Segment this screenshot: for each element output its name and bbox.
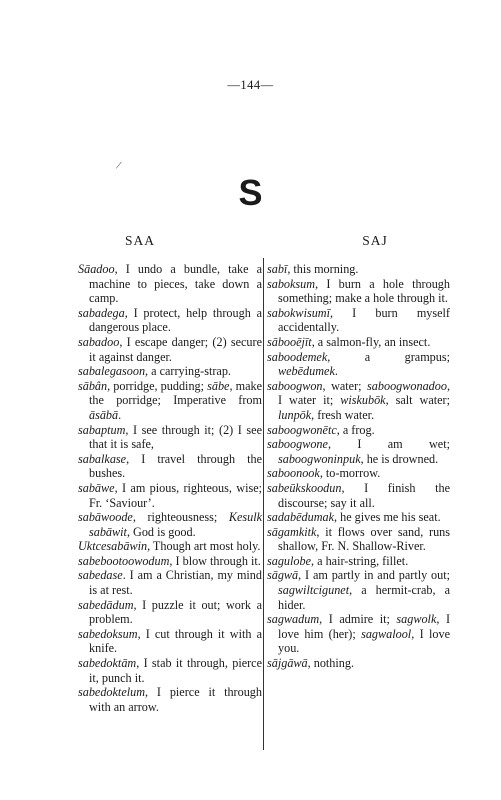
- definition-text: , I puzzle it out; work a problem.: [89, 597, 262, 627]
- dictionary-entry: [267, 525, 450, 554]
- dictionary-entry: [267, 262, 450, 277]
- definition-text: , I water it;: [278, 378, 450, 408]
- definition-text: , he is drowned.: [360, 451, 439, 466]
- definition-text: , a salmon-fly, an insect.: [311, 334, 431, 349]
- dictionary-entry: [78, 452, 262, 481]
- definition-text: , I see through it; (2) I see that it is safe,: [89, 422, 262, 452]
- headword: sabadega: [78, 305, 125, 320]
- dictionary-entry: [267, 423, 450, 438]
- dictionary-entry: [267, 306, 450, 335]
- dictionary-entry: [267, 350, 450, 379]
- dictionary-entry: [78, 335, 262, 364]
- headword: sāgamkitk: [267, 524, 317, 539]
- definition-text: , a grampus;: [327, 349, 450, 364]
- headword: Uktcesabāwin: [78, 539, 148, 554]
- definition-text: , a frog.: [336, 422, 375, 437]
- dictionary-entry: [267, 379, 450, 423]
- definition-text: , it flows over sand, runs shallow, Fr. N. Shallow-River.: [278, 524, 450, 554]
- headword: sagwadum: [267, 612, 320, 627]
- definition-text: , I am pious, righteous, wise; Fr. ‘Saviour’.: [89, 480, 262, 510]
- dictionary-entry: [78, 598, 262, 627]
- definition-text: , a hair-string, fillet.: [311, 553, 409, 568]
- headword: sabī: [267, 262, 288, 276]
- headword: sabeūkskoodun: [267, 480, 342, 495]
- headword: sabalegasoon: [78, 364, 146, 379]
- definition-text: , I travel through the bushes.: [89, 451, 262, 481]
- dictionary-entry: [267, 510, 450, 525]
- dictionary-entry: [78, 627, 262, 656]
- definition-text: , I love him (her);: [278, 612, 450, 641]
- dictionary-entry: [78, 510, 262, 539]
- headword: sājgāwā: [267, 656, 308, 671]
- headword: webēdumek: [278, 364, 335, 379]
- definition-text: , Though art most holy.: [147, 539, 261, 554]
- definition-text: , porridge, pudding;: [107, 378, 208, 393]
- definition-text: , fresh water.: [311, 407, 375, 422]
- dictionary-entry: [267, 335, 450, 350]
- headword: sabalkase: [78, 451, 127, 466]
- column-divider: [263, 258, 264, 750]
- headword: sabadoo: [78, 334, 120, 349]
- definition-text: , I protect, help through a dangerous place.: [89, 305, 262, 335]
- dictionary-entry: [267, 656, 450, 671]
- headword: saboonook: [267, 466, 320, 481]
- headword: sabedādum: [78, 597, 134, 612]
- definition-text: .: [118, 407, 122, 422]
- definition-text: , I finish the discourse; say it all.: [278, 480, 450, 510]
- headword: saboogwonadoo: [367, 378, 447, 393]
- headword: sābooējīt: [267, 334, 312, 349]
- definition-text: , righteousness;: [132, 510, 229, 525]
- dictionary-entry: [78, 554, 262, 569]
- left-column: [78, 262, 262, 714]
- headword: saboogwon: [267, 378, 323, 393]
- dictionary-entry: [78, 568, 262, 597]
- definition-text: , I stab it through, pierce it, punch it.: [89, 656, 262, 685]
- headword: sadabēdumak: [267, 510, 335, 525]
- dictionary-entry: [267, 437, 450, 466]
- definition-text: , I blow through it.: [169, 553, 261, 568]
- headword: sabebootoowodum: [78, 553, 170, 568]
- headword: Kesulk sabāwit: [89, 510, 262, 539]
- dictionary-entry: [78, 262, 262, 306]
- right-column-heading: SAJ: [362, 233, 388, 248]
- headword: sagwiltcigunet: [278, 583, 350, 598]
- headword: lunpōk: [278, 407, 312, 422]
- definition-text: , a hermit-crab, a hider.: [278, 583, 450, 612]
- stray-mark: /: [114, 157, 123, 173]
- headword: wiskubōk: [340, 393, 386, 408]
- definition-text: .: [334, 364, 338, 379]
- headword: sabedoktām: [78, 656, 137, 671]
- left-column-heading: SAA: [124, 233, 155, 248]
- definition-text: , I pierce it through with an arrow.: [89, 685, 262, 714]
- dictionary-entry: [267, 612, 450, 656]
- definition-text: , a carrying-strap.: [145, 364, 231, 379]
- dictionary-entry: [78, 423, 262, 452]
- definition-text: , I love you.: [278, 626, 450, 656]
- headword: sagulobe: [267, 553, 312, 568]
- definition-text: , I am wet;: [327, 437, 450, 452]
- right-column: [267, 262, 450, 671]
- definition-text: , make the porridge; Imperative from: [89, 378, 262, 408]
- definition-text: , I undo a bundle, take a machine to pieces, take down a camp.: [89, 262, 262, 306]
- definition-text: . I am a Christian, my mind is at rest.: [89, 568, 262, 598]
- dictionary-entry: [267, 481, 450, 510]
- headword: sabedoksum: [78, 626, 138, 641]
- dictionary-entry: [267, 466, 450, 481]
- headword: sabedase: [78, 568, 123, 583]
- headword: saboogwoninpuk: [278, 451, 361, 466]
- headword: sabokwisumī: [267, 305, 330, 320]
- dictionary-entry: [78, 481, 262, 510]
- headword: sabaptum: [78, 422, 126, 437]
- definition-text: , nothing.: [307, 656, 355, 671]
- headword: saboksum: [267, 276, 316, 291]
- section-letter: S: [238, 172, 263, 213]
- headword: sābe: [207, 378, 230, 393]
- definition-text: , I burn a hole through something; make a hole through it.: [278, 276, 450, 306]
- dictionary-entry: [78, 379, 262, 423]
- headword: saboodemek: [267, 349, 328, 364]
- definition-text: , I admire it;: [319, 612, 397, 627]
- headword: āsābā: [89, 407, 119, 422]
- headword: saboogwonētc: [267, 422, 337, 437]
- page-number: —144—: [227, 78, 274, 92]
- definition-text: , I burn myself accidentally.: [278, 305, 450, 335]
- definition-text: , this morning.: [287, 262, 359, 276]
- headword: sabedoktelum: [78, 685, 146, 700]
- definition-text: , water;: [322, 378, 368, 393]
- dictionary-entry: [78, 656, 262, 685]
- definition-text: , God is good.: [126, 524, 196, 539]
- dictionary-entry: [78, 539, 262, 554]
- headword: saboogwone: [267, 437, 328, 452]
- definition-text: , I am partly in and partly out;: [298, 568, 450, 583]
- definition-text: , I cut through it with a knife.: [89, 626, 262, 656]
- definition-text: , to-morrow.: [319, 466, 381, 481]
- headword: sagwalool: [361, 626, 412, 641]
- headword: sābân: [78, 378, 108, 393]
- definition-text: , salt water;: [385, 393, 450, 408]
- dictionary-entry: [267, 554, 450, 569]
- headword: sabāwe: [78, 480, 115, 495]
- definition-text: , I escape danger; (2) secure it against danger.: [89, 334, 262, 364]
- headword: sabāwoode: [78, 510, 133, 525]
- dictionary-entry: [267, 568, 450, 612]
- dictionary-entry: [78, 306, 262, 335]
- headword: Sāadoo: [78, 262, 115, 276]
- headword: sāgwā: [267, 568, 299, 583]
- dictionary-entry: [267, 277, 450, 306]
- dictionary-entry: [78, 364, 262, 379]
- headword: sagwolk: [396, 612, 437, 627]
- definition-text: , he gives me his seat.: [334, 510, 441, 525]
- dictionary-entry: [78, 685, 262, 714]
